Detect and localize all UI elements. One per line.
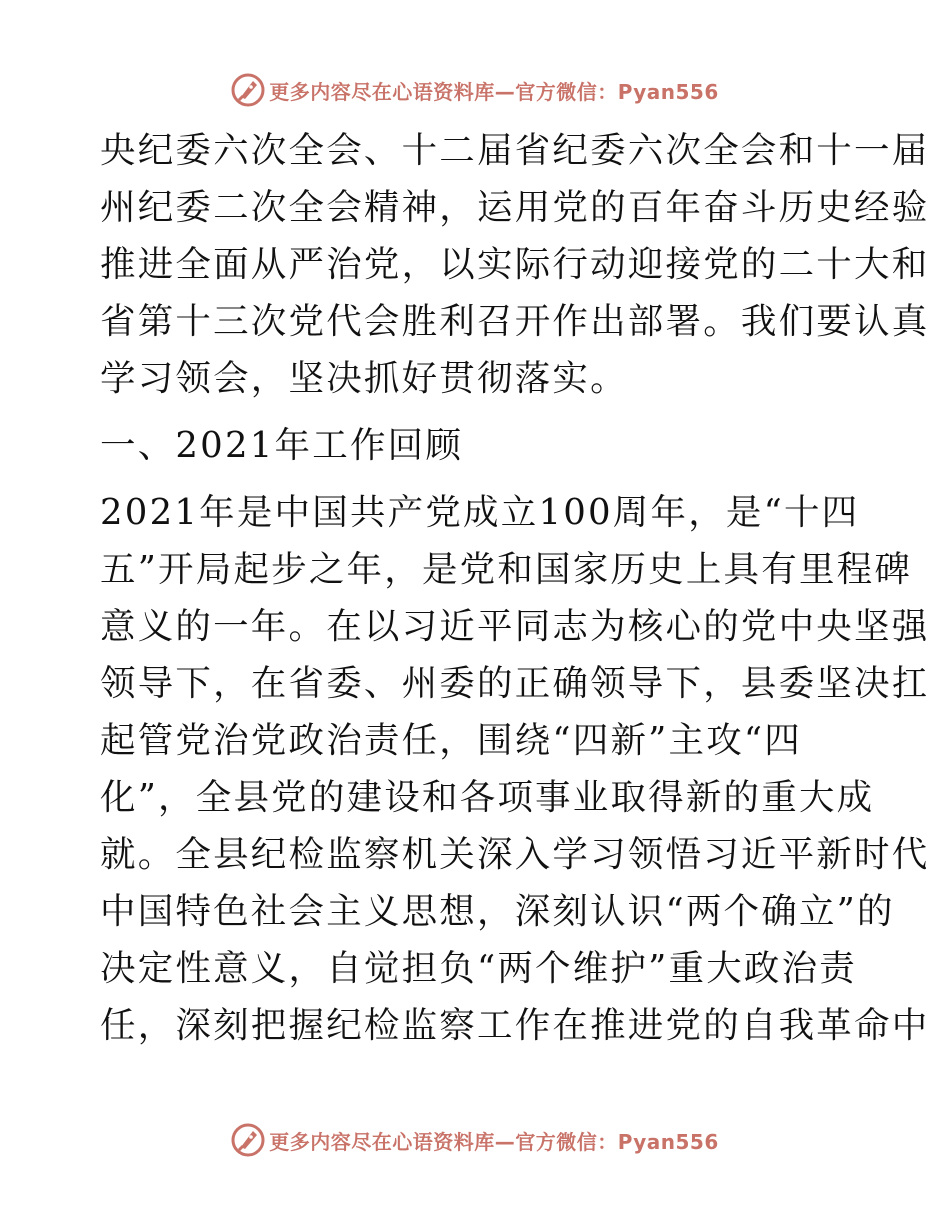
review-paragraph: [100, 484, 930, 1054]
footer-watermark: [0, 1120, 950, 1160]
text-line: 就。全县纪检监察机关深入学习领悟习近平新时代: [100, 834, 930, 875]
text-line: 起管党治党政治责任，围绕“四新”主攻“四: [100, 720, 802, 761]
text-line: 化”，全县党的建设和各项事业取得新的重大成: [100, 777, 875, 818]
section-heading-text: 一、2021年工作回顾: [100, 425, 464, 466]
watermark-text: 更多内容尽在心语资料库—官方微信：Pyan556: [269, 79, 719, 104]
header-watermark: [0, 70, 950, 110]
text-line: 省第十三次党代会胜利召开作出部署。我们要认真: [100, 301, 930, 342]
text-line: 领导下，在省委、州委的正确领导下，县委坚决扛: [100, 663, 930, 704]
document-body: [100, 122, 930, 1054]
text-line: 2021年是中国共产党成立100周年，是“十四: [100, 492, 860, 533]
watermark-text: 更多内容尽在心语资料库—官方微信：Pyan556: [269, 1129, 719, 1154]
text-line: 任，深刻把握纪检监察工作在推进党的自我革命中: [100, 1005, 930, 1046]
text-line: 州纪委二次全会精神，运用党的百年奋斗历史经验: [100, 187, 930, 228]
text-line: 学习领会，坚决抓好贯彻落实。: [100, 358, 628, 399]
text-line: 五”开局起步之年，是党和国家历史上具有里程碑: [100, 549, 913, 590]
text-line: 决定性意义，自觉担负“两个维护”重大政治责: [100, 948, 857, 989]
text-line: 央纪委六次全会、十二届省纪委六次全会和十一届: [100, 130, 930, 171]
intro-paragraph: [100, 122, 930, 407]
section-heading: [100, 417, 860, 474]
text-line: 推进全面从严治党，以实际行动迎接党的二十大和: [100, 244, 930, 285]
fountain-pen-nib-icon: [231, 1123, 265, 1157]
text-line: 中国特色社会主义思想，深刻认识“两个确立”的: [100, 891, 895, 932]
text-line: 意义的一年。在以习近平同志为核心的党中央坚强: [100, 606, 930, 647]
fountain-pen-nib-icon: [231, 73, 265, 107]
